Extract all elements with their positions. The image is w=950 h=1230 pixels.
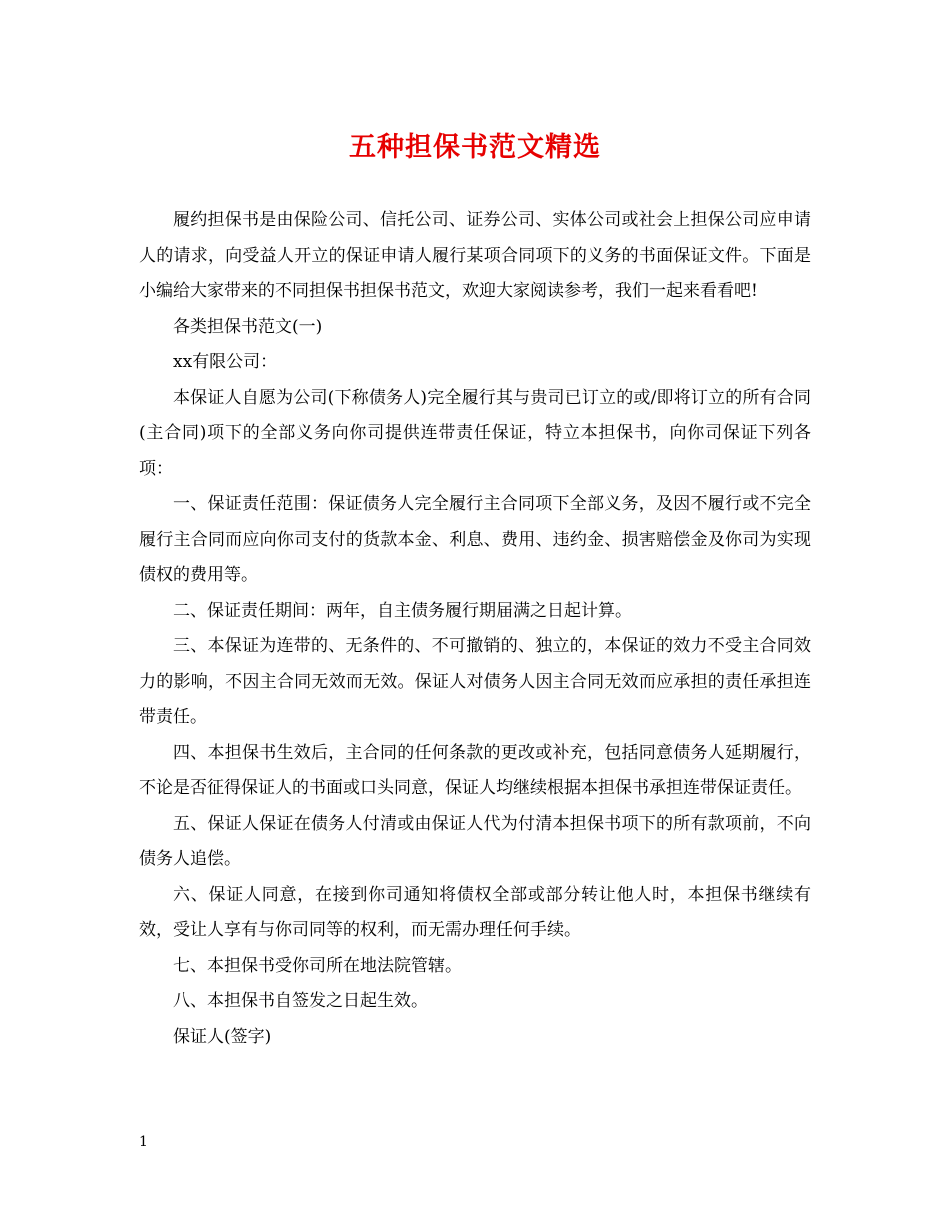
clause-2-paragraph: 二、保证责任期间：两年，自主债务履行期届满之日起计算。 (173, 600, 632, 621)
page-title: 五种担保书范文精选 (349, 132, 601, 163)
clause-7-paragraph: 七、本担保书受你司所在地法院管辖。 (173, 955, 462, 976)
intro-paragraph: 履约担保书是由保险公司、信托公司、证券公司、实体公司或社会上担保公司应申请人的请求，向受益人开立的保证申请人履行某项合同项下的义务的书面保证文件。下面是小编给大家带来的不同担保书担保书范文，欢迎大家阅读参考，我们一起来看看吧! (139, 210, 811, 301)
clause-1-paragraph: 一、保证责任范围：保证债务人完全履行主合同项下全部义务，及因不履行或不完全履行主合同而应向你司支付的货款本金、利息、费用、违约金、损害赔偿金及你司为实现债权的费用等。 (139, 494, 811, 585)
document-body (139, 203, 811, 1055)
guarantee-statement-paragraph: 本保证人自愿为公司(下称债务人)完全履行其与贵司已订立的或/即将订立的所有合同(主合同)项下的全部义务向你司提供连带责任保证，特立本担保书，向你司保证下列各项： (139, 387, 811, 479)
clause-6-paragraph: 六、保证人同意，在接到你司通知将债权全部或部分转让他人时，本担保书继续有效，受让人享有与你司同等的权利，而无需办理任何手续。 (139, 884, 811, 940)
page-number: 1 (139, 1134, 148, 1150)
clause-4-paragraph: 四、本担保书生效后，主合同的任何条款的更改或补充，包括同意债务人延期履行，不论是否征得保证人的书面或口头同意，保证人均继续根据本担保书承担连带保证责任。 (139, 742, 811, 798)
signature-line: 保证人(签字) (173, 1026, 272, 1047)
clause-5-paragraph: 五、保证人保证在债务人付清或由保证人代为付清本担保书项下的所有款项前，不向债务人追偿。 (139, 813, 811, 869)
clause-8-paragraph: 八、本担保书自签发之日起生效。 (173, 991, 428, 1011)
clause-3-paragraph: 三、本保证为连带的、无条件的、不可撤销的、独立的，本保证的效力不受主合同效力的影响，不因主合同无效而无效。保证人对债务人因主合同无效而应承担的责任承担连带责任。 (139, 636, 811, 727)
section-heading: 各类担保书范文(一) (173, 316, 323, 337)
addressee-line: xx有限公司： (173, 352, 278, 372)
